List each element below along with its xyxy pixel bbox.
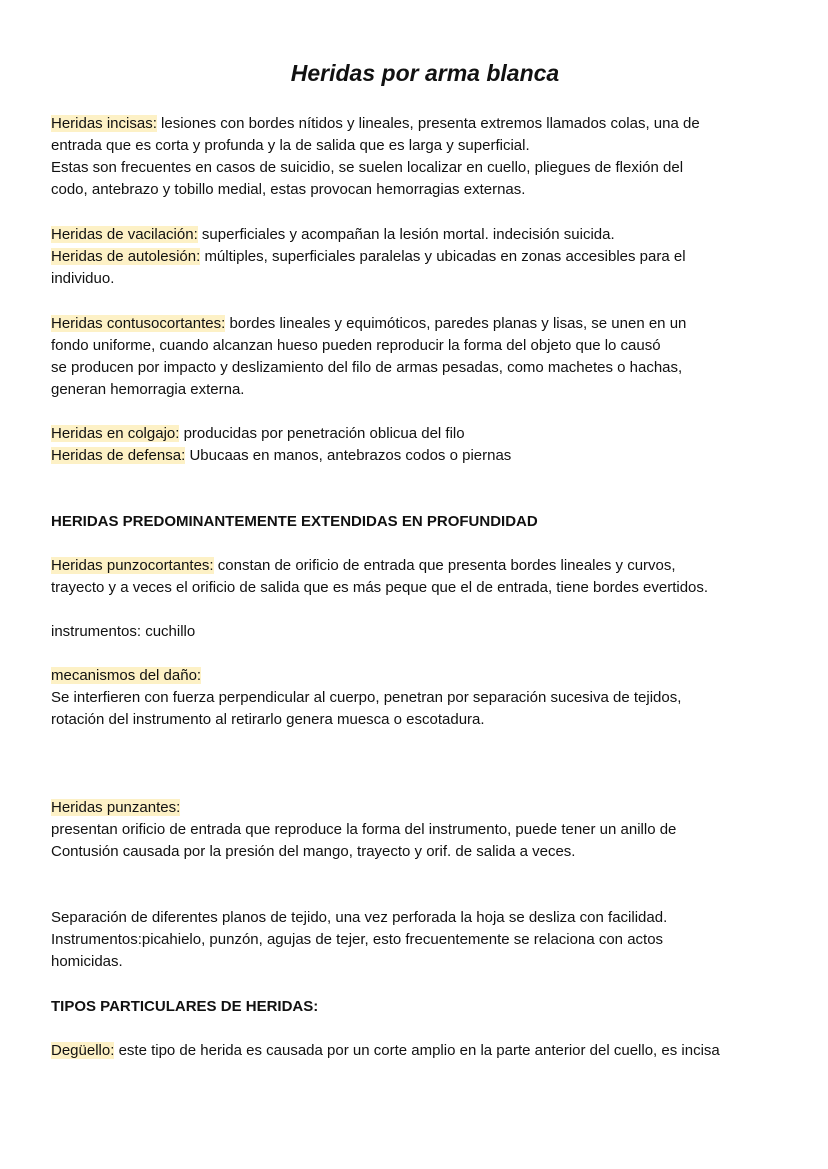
punzantes-label: Heridas punzantes: [51, 799, 181, 816]
colgajo-line: Heridas en colgajo: producidas por penetración oblicua del filo [51, 425, 465, 442]
defensa-line: Heridas de defensa: Ubucaas en manos, antebrazos codos o piernas [51, 447, 512, 464]
separacion-line-1: Separación de diferentes planos de tejido, una vez perforada la hoja se desliza con facilidad. [51, 909, 668, 926]
colgajo-label: Heridas en colgajo: [51, 425, 180, 442]
punzantes-line-1: presentan orificio de entrada que reproduce la forma del instrumento, puede tener un anillo de [51, 821, 677, 838]
punzantes-heading [51, 797, 811, 819]
mecanismos-heading [51, 665, 811, 687]
separacion-line-3: homicidas. [51, 953, 123, 970]
incisas-line-2: entrada que es corta y profunda y la de salida que es larga y superficial. [51, 137, 530, 154]
instrumentos-line: instrumentos: cuchillo [51, 623, 196, 640]
contusocortantes-line-4: generan hemorragia externa. [51, 381, 245, 398]
page-title: Heridas por arma blanca [290, 60, 560, 86]
punzocortantes-line-1: Heridas punzocortantes: constan de orificio de entrada que presenta bordes lineales y curvos, [51, 557, 676, 574]
section-heading-tipos: TIPOS PARTICULARES DE HERIDAS: [51, 998, 319, 1015]
vacilacion-line: Heridas de vacilación: superficiales y acompañan la lesión mortal. indecisión suicida. [51, 226, 615, 243]
incisas-line-1: Heridas incisas: lesiones con bordes nítidos y lineales, presenta extremos llamados colas, una de [51, 115, 700, 132]
contusocortantes-line-2: fondo uniforme, cuando alcanzan hueso pueden reproducir la forma del objeto que lo causó [51, 337, 661, 354]
separacion-line-2: Instrumentos:picahielo, punzón, agujas de tejer, esto frecuentemente se relaciona con actos [51, 931, 664, 948]
incisas-line-4: codo, antebrazo y tobillo medial, estas provocan hemorragias externas. [51, 181, 526, 198]
contusocortantes-label: Heridas contusocortantes: [51, 315, 226, 332]
mecanismos-label: mecanismos del daño: [51, 667, 202, 684]
punzantes-line-2: Contusión causada por la presión del mango, trayecto y orif. de salida a veces. [51, 843, 576, 860]
autolesion-line-2: individuo. [51, 270, 115, 287]
incisas-line-3: Estas son frecuentes en casos de suicidio, se suelen localizar en cuello, pliegues de flexión del [51, 159, 684, 176]
autolesion-label: Heridas de autolesión: [51, 248, 201, 265]
punzocortantes-label: Heridas punzocortantes: [51, 557, 214, 574]
incisas-label: Heridas incisas: [51, 115, 157, 132]
punzocortantes-line-2: trayecto y a veces el orificio de salida que es más peque que el de entrada, tiene bordes evertidos. [51, 579, 709, 596]
mecanismos-line-1: Se interfieren con fuerza perpendicular al cuerpo, penetran por separación sucesiva de tejidos, [51, 689, 682, 706]
autolesion-line-1: Heridas de autolesión: múltiples, superficiales paralelas y ubicadas en zonas accesibles para el [51, 248, 686, 265]
deguello-label: Degüello: [51, 1042, 115, 1059]
defensa-label: Heridas de defensa: [51, 447, 186, 464]
deguello-line: Degüello: este tipo de herida es causada por un corte amplio en la parte anterior del cuello, es incisa [51, 1042, 720, 1059]
contusocortantes-line-1: Heridas contusocortantes: bordes lineales y equimóticos, paredes planas y lisas, se unen en un [51, 315, 687, 332]
contusocortantes-line-3: se producen por impacto y deslizamiento del filo de armas pesadas, como machetes o hachas, [51, 359, 683, 376]
vacilacion-label: Heridas de vacilación: [51, 226, 198, 243]
mecanismos-line-2: rotación del instrumento al retirarlo genera muesca o escotadura. [51, 711, 485, 728]
section-heading-profundidad: HERIDAS PREDOMINANTEMENTE EXTENDIDAS EN PROFUNDIDAD [51, 513, 538, 530]
